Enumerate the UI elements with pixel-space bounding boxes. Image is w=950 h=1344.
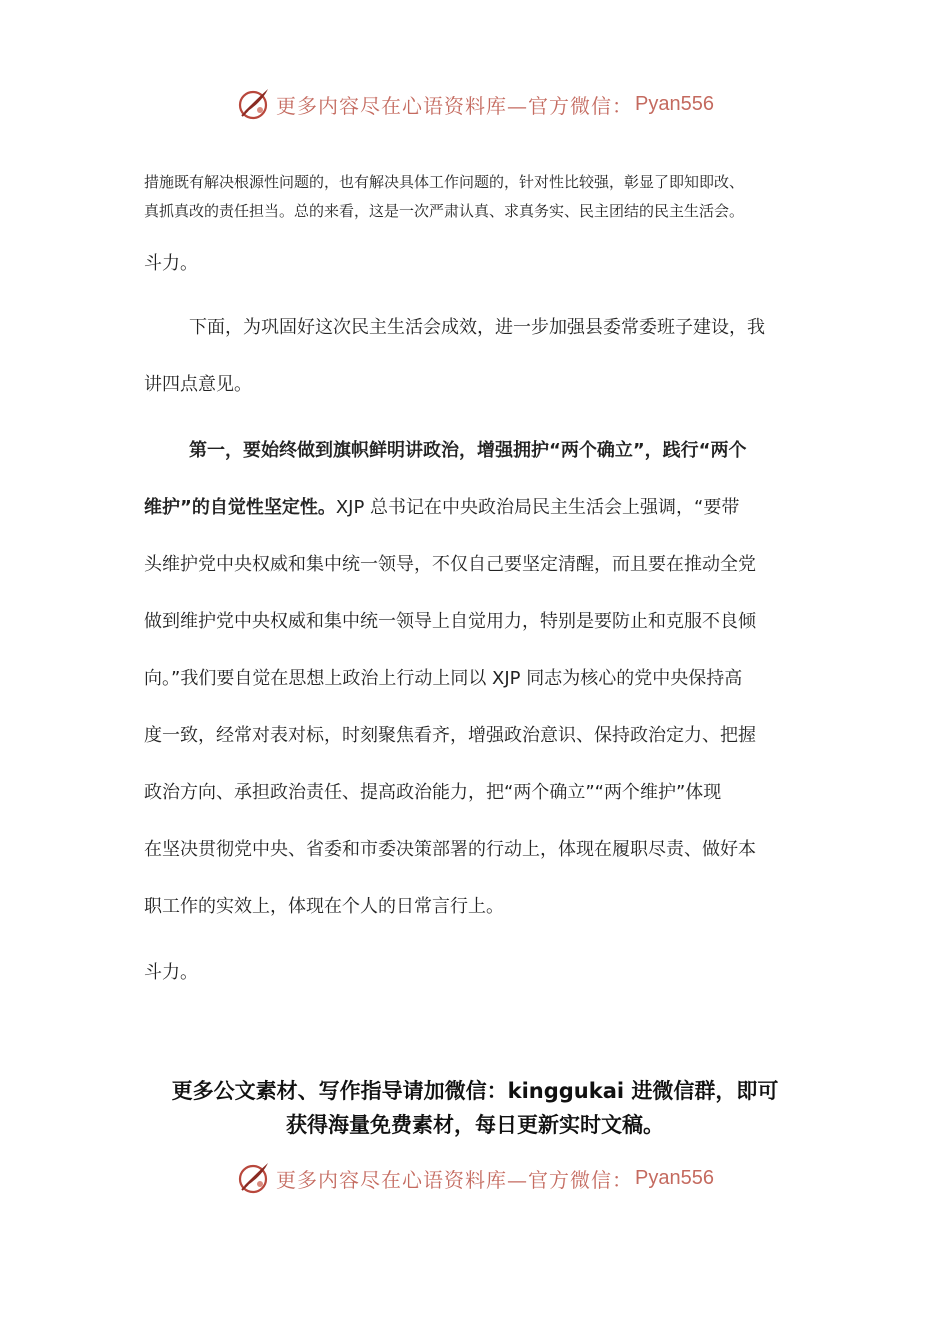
point1-line-5: 向。”我们要自觉在思想上政治上行动上同以 XJP 同志为核心的党中央保持高	[144, 668, 743, 689]
point1-line-2-rest: XJP 总书记在中央政治局民主生活会上强调，“要带	[335, 497, 740, 518]
point1-line-6: 度一致，经常对表对标，时刻聚焦看齐，增强政治意识、保持政治定力、把握	[144, 725, 756, 746]
point1-line-8: 在坚决贯彻党中央、省委和市委决策部署的行动上，体现在履职尽责、做好本	[144, 839, 756, 860]
banner-wechat-id: Pyan556	[635, 1166, 714, 1189]
footer-promo-line-1: 更多公文素材、写作指导请加微信：kinggukai 进微信群，即可	[171, 1079, 779, 1103]
fragment-text-2: 斗力。	[144, 962, 198, 983]
point1-line-2	[144, 496, 824, 520]
quill-pen-logo-icon	[236, 1160, 272, 1196]
footer-promo-line-2: 获得海量免费素材，每日更新实时文稿。	[286, 1113, 664, 1137]
point1-heading-line-2: 维护”的自觉性坚定性。	[144, 497, 336, 518]
point1-line-3: 头维护党中央权威和集中统一领导，不仅自己要坚定清醒，而且要在推动全党	[144, 554, 756, 575]
banner-text: 更多内容尽在心语资料库—官方微信：	[276, 93, 634, 118]
point1-line-4: 做到维护党中央权威和集中统一领导上自觉用力，特别是要防止和克服不良倾	[144, 611, 756, 632]
fragment-text: 斗力。	[144, 253, 198, 274]
banner-wechat-id: Pyan556	[635, 92, 714, 115]
footer-watermark-banner	[0, 1156, 950, 1200]
quill-pen-logo-icon	[236, 86, 272, 122]
intro-line-1: 措施既有解决根源性问题的，也有解决具体工作问题的，针对性比较强，彰显了即知即改、	[144, 173, 745, 191]
para1-line-2: 讲四点意见。	[144, 374, 252, 395]
banner-text: 更多内容尽在心语资料库—官方微信：	[276, 1167, 634, 1192]
header-watermark-banner	[0, 82, 950, 126]
point1-line-9: 职工作的实效上，体现在个人的日常言行上。	[144, 896, 504, 917]
para1-line-1: 下面，为巩固好这次民主生活会成效，进一步加强县委常委班子建设，我	[189, 317, 765, 338]
intro-line-2: 真抓真改的责任担当。总的来看，这是一次严肃认真、求真务实、民主团结的民主生活会。	[144, 202, 745, 220]
point1-heading-line-1: 第一，要始终做到旗帜鲜明讲政治，增强拥护“两个确立”，践行“两个	[189, 440, 747, 461]
point1-line-7: 政治方向、承担政治责任、提高政治能力，把“两个确立”“两个维护”体现	[144, 782, 722, 803]
